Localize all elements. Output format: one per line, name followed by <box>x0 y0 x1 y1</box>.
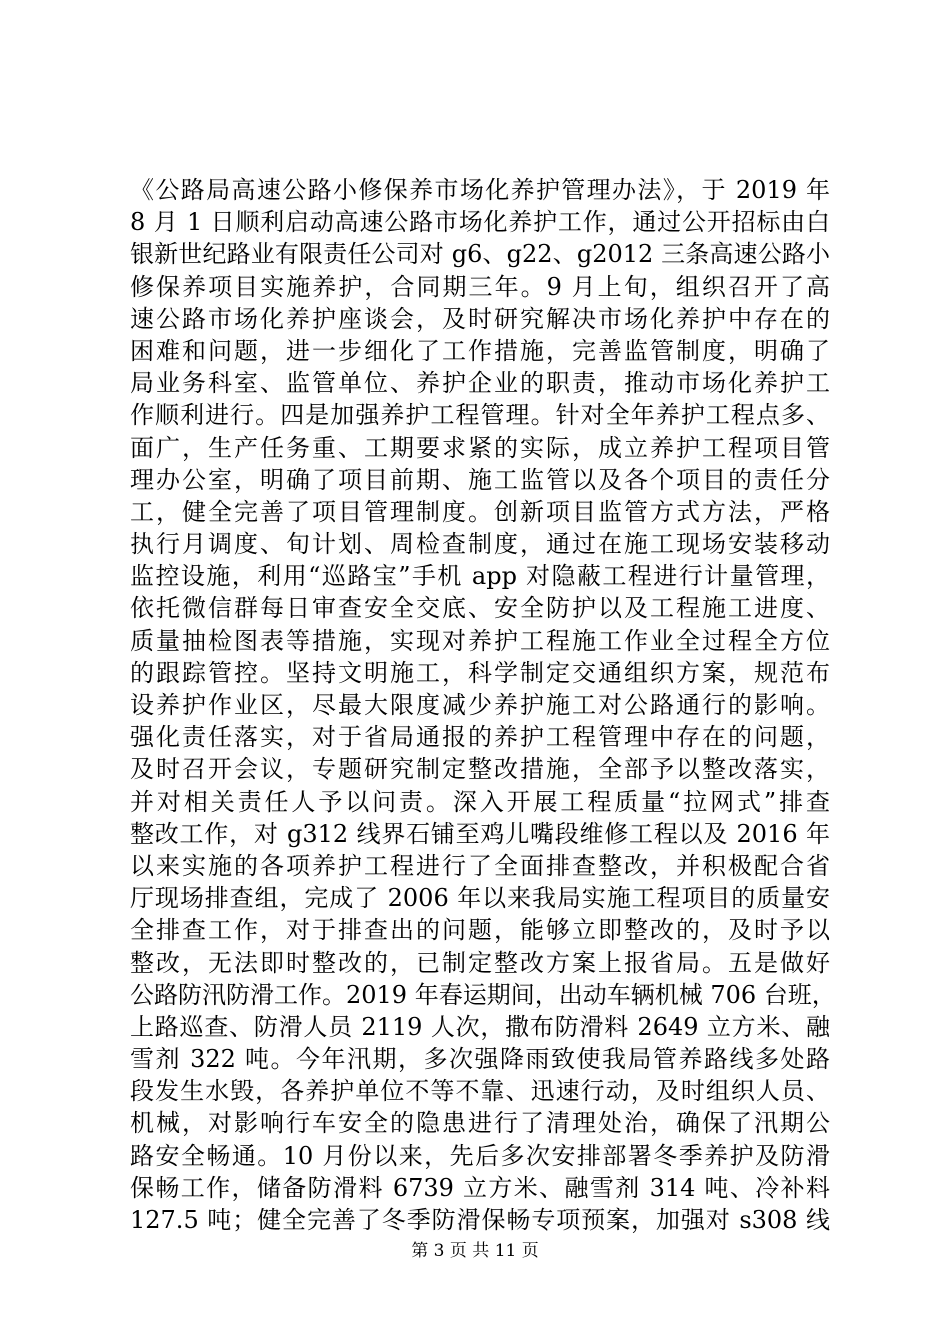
text-line: 全排查工作，对于排查出的问题，能够立即整改的，及时予以 <box>130 916 830 945</box>
text-line: 银新世纪路业有限责任公司对 g6、g22、g2012 三条高速公路小 <box>130 240 830 269</box>
text-line: 执行月调度、旬计划、周检查制度，通过在施工现场安装移动 <box>130 530 830 559</box>
text-line: 修保养项目实施养护，合同期三年。9 月上旬，组织召开了高 <box>130 272 830 301</box>
text-line: 并对相关责任人予以问责。深入开展工程质量“拉网式”排查 <box>130 787 830 816</box>
text-line: 面广，生产任务重、工期要求紧的实际，成立养护工程项目管 <box>130 433 830 462</box>
text-line: 公路防汛防滑工作。2019 年春运期间，出动车辆机械 706 台班， <box>130 980 836 1009</box>
text-line: 机械，对影响行车安全的隐患进行了清理处治，确保了汛期公 <box>130 1109 830 1138</box>
text-line: 保畅工作，储备防滑料 6739 立方米、融雪剂 314 吨、冷补料 <box>130 1173 830 1202</box>
text-line: 困难和问题，进一步细化了工作措施，完善监管制度，明确了 <box>130 336 830 365</box>
text-line: 依托微信群每日审查安全交底、安全防护以及工程施工进度、 <box>130 594 830 623</box>
text-line: 8 月 1 日顺利启动高速公路市场化养护工作，通过公开招标由白 <box>130 208 830 237</box>
text-line: 强化责任落实，对于省局通报的养护工程管理中存在的问题， <box>130 723 830 752</box>
body-text <box>130 174 836 1236</box>
text-line: 及时召开会议，专题研究制定整改措施，全部予以整改落实， <box>130 755 830 784</box>
text-line: 段发生水毁，各养护单位不等不靠、迅速行动，及时组织人员、 <box>130 1077 830 1106</box>
text-line: 路安全畅通。10 月份以来，先后多次安排部署冬季养护及防滑 <box>130 1141 830 1170</box>
text-line: 局业务科室、监管单位、养护企业的职责，推动市场化养护工 <box>130 369 830 398</box>
text-line: 雪剂 322 吨。今年汛期，多次强降雨致使我局管养路线多处路 <box>130 1045 830 1074</box>
text-line: 以来实施的各项养护工程进行了全面排查整改，并积极配合省 <box>130 851 830 880</box>
text-line: 理办公室，明确了项目前期、施工监管以及各个项目的责任分 <box>130 465 830 494</box>
text-line: 速公路市场化养护座谈会，及时研究解决市场化养护中存在的 <box>130 304 830 333</box>
text-line: 监控设施，利用“巡路宝”手机 app 对隐蔽工程进行计量管理， <box>130 562 830 591</box>
text-line: 工，健全完善了项目管理制度。创新项目监管方式方法，严格 <box>130 497 830 526</box>
text-line: 上路巡查、防滑人员 2119 人次，撒布防滑料 2649 立方米、融 <box>130 1012 830 1041</box>
text-line: 的跟踪管控。坚持文明施工，科学制定交通组织方案，规范布 <box>130 658 830 687</box>
text-line: 整改，无法即时整改的，已制定整改方案上报省局。五是做好 <box>130 948 830 977</box>
text-line: 作顺利进行。四是加强养护工程管理。针对全年养护工程点多、 <box>130 401 830 430</box>
text-line: 《公路局高速公路小修保养市场化养护管理办法》，于 2019 年 <box>130 176 830 204</box>
page-number-label: 第 3 页 共 11 页 <box>411 1241 539 1261</box>
text-line: 设养护作业区，尽最大限度减少养护施工对公路通行的影响。 <box>130 691 830 719</box>
text-line: 质量抽检图表等措施，实现对养护工程施工作业全过程全方位 <box>130 626 830 655</box>
text-line: 厅现场排查组，完成了 2006 年以来我局实施工程项目的质量安 <box>130 884 830 913</box>
page-footer <box>0 1240 950 1262</box>
text-line: 整改工作，对 g312 线界石铺至鸡儿嘴段维修工程以及 2016 年 <box>130 819 830 848</box>
text-line: 127.5 吨；健全完善了冬季防滑保畅专项预案，加强对 s308 线 <box>130 1206 830 1234</box>
